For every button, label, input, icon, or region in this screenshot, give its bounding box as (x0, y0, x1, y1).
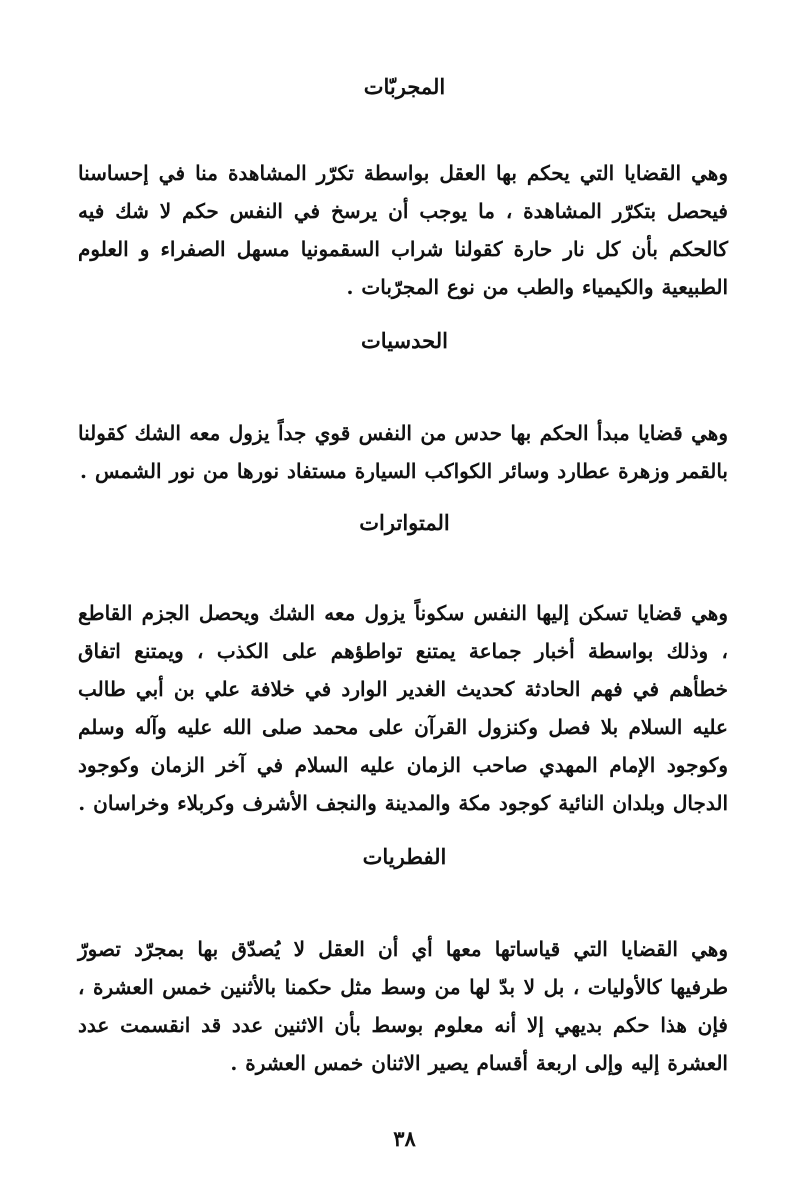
page-number: ٣٨ (393, 1126, 416, 1151)
section-paragraph-intuitives: وهي قضايا مبدأ الحكم بها حدس من النفس قوي جداً يزول معه الشك كقولنا بالقمر وزهرة عطارد وسائر الكواكب السيارة مستفاد نورها من نور الشمس . (78, 421, 728, 483)
section-heading-mutawatirat: المتواترات (359, 510, 450, 535)
section-paragraph-experimentals: وهي القضايا التي يحكم بها العقل بواسطة تكرّر المشاهدة منا في إحساسنا فيحصل بتكرّر المشاهدة ، ما يوجب أن يرسخ في النفس حكم لا شك فيه كالحكم بأن كل نار حارة كقولنا شراب السقمونيا مسهل الصفراء و العلوم الطبيعية والكيمياء والطب من نوع المجرّبات . (78, 161, 729, 299)
section-heading-intuitives: الحدسيات (361, 328, 448, 353)
section-heading-experimentals: المجربّات (363, 74, 446, 99)
section-paragraph-mutawatirat: وهي قضايا تسكن إليها النفس سكوناً يزول معه الشك ويحصل الجزم القاطع ، وذلك بواسطة أخبار جماعة يمتنع تواطؤهم على الكذب ، ويمتنع اتفاق خطأهم في فهم الحادثة كحديث الغدير الوارد في خلافة علي بن أبي طالب عليه السلام بلا فصل وكنزول القرآن على محمد صلى الله عليه وآله وسلم وكوجود الإمام المهدي صاحب الزمان عليه السلام في آخر الزمان وكوجود الدجال وبلدان النائية كوجود مكة والمدينة والنجف الأشرف وكربلاء وخراسان . (78, 601, 728, 815)
section-heading-innates: الفطريات (362, 844, 447, 869)
section-paragraph-innates: وهي القضايا التي قياساتها معها أي أن العقل لا يُصدّق بها بمجرّد تصورّ طرفيها كالأوليات ، بل لا بدّ لها من وسط مثل حكمنا بالأثنين خمس العشرة ، فإن هذا حكم بديهي إلا أنه معلوم بوسط بأن الاثنين عدد قد انقسمت عدد العشرة إليه وإلى اربعة أقسام يصير الاثنان خمس العشرة . (78, 937, 728, 1075)
